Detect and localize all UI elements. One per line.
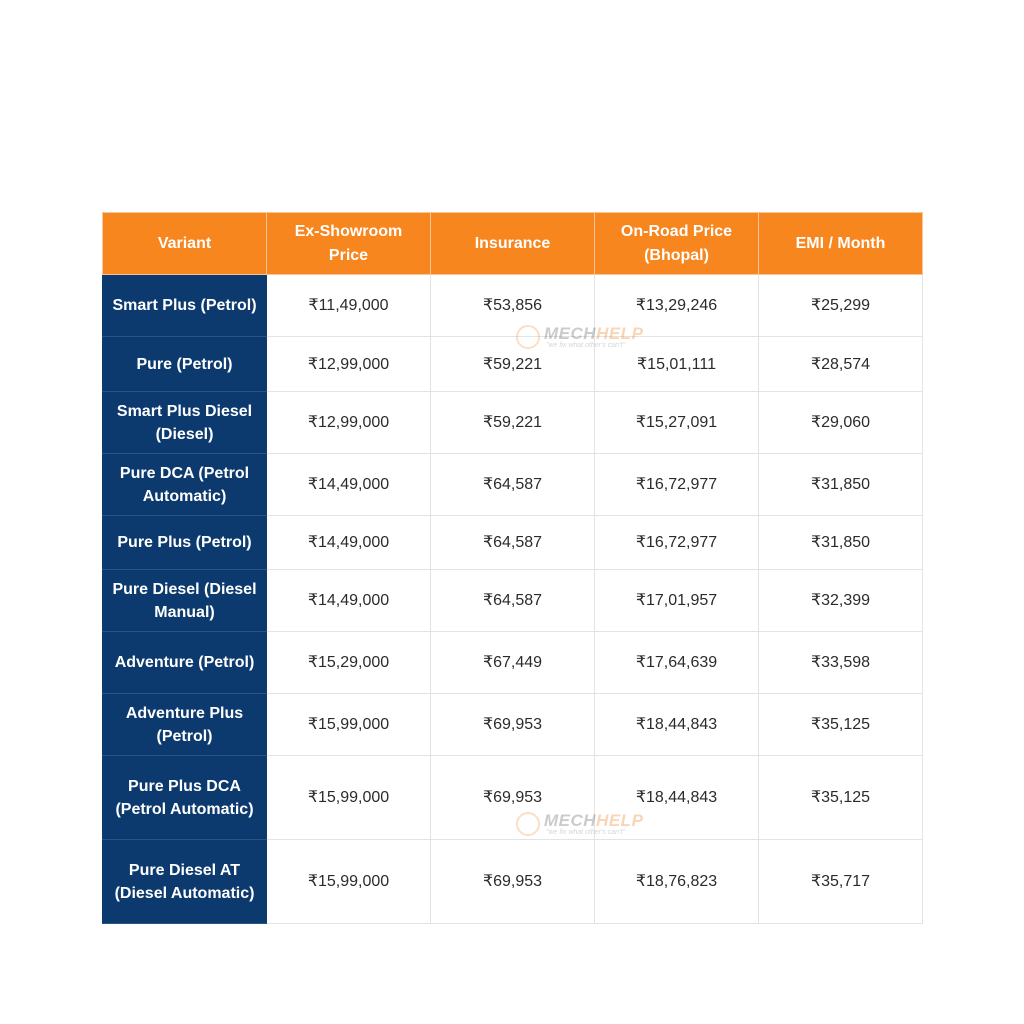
on-road-cell: ₹15,01,111	[595, 337, 759, 392]
table-row	[103, 454, 923, 516]
ex-showroom-cell: ₹15,99,000	[267, 840, 431, 924]
insurance-cell: ₹64,587	[431, 570, 595, 632]
on-road-cell: ₹18,44,843	[595, 756, 759, 840]
ex-showroom-cell: ₹11,49,000	[267, 275, 431, 337]
ex-showroom-cell: ₹14,49,000	[267, 516, 431, 570]
on-road-cell: ₹16,72,977	[595, 454, 759, 516]
variant-cell: Pure Diesel (Diesel Manual)	[103, 570, 267, 632]
watermark-brand: MECHHELP	[544, 811, 644, 830]
table-row	[103, 570, 923, 632]
ex-showroom-cell: ₹15,99,000	[267, 756, 431, 840]
variant-cell: Pure Diesel AT (Diesel Automatic)	[103, 840, 267, 924]
table-row	[103, 694, 923, 756]
header-emi-month: EMI / Month	[759, 213, 923, 275]
on-road-cell: ₹18,44,843	[595, 694, 759, 756]
header-on-road-price: On-Road Price (Bhopal)	[595, 213, 759, 275]
on-road-cell: ₹17,64,639	[595, 632, 759, 694]
header-variant: Variant	[103, 213, 267, 275]
header-ex-showroom-price: Ex-Showroom Price	[267, 213, 431, 275]
table-row	[103, 392, 923, 454]
price-table-container	[102, 212, 922, 924]
on-road-cell: ₹18,76,823	[595, 840, 759, 924]
ex-showroom-cell: ₹14,49,000	[267, 570, 431, 632]
ex-showroom-cell: ₹15,29,000	[267, 632, 431, 694]
ex-showroom-cell: ₹12,99,000	[267, 337, 431, 392]
on-road-cell: ₹15,27,091	[595, 392, 759, 454]
variant-cell: Adventure (Petrol)	[103, 632, 267, 694]
variant-cell: Pure Plus (Petrol)	[103, 516, 267, 570]
variant-cell: Smart Plus Diesel (Diesel)	[103, 392, 267, 454]
table-row	[103, 337, 923, 392]
emi-cell: ₹35,125	[759, 694, 923, 756]
header-row	[103, 213, 923, 275]
ex-showroom-cell: ₹12,99,000	[267, 392, 431, 454]
insurance-cell: ₹64,587	[431, 454, 595, 516]
ex-showroom-cell: ₹14,49,000	[267, 454, 431, 516]
variant-cell: Smart Plus (Petrol)	[103, 275, 267, 337]
table-header	[103, 213, 923, 275]
emi-cell: ₹29,060	[759, 392, 923, 454]
emi-cell: ₹28,574	[759, 337, 923, 392]
table-row	[103, 516, 923, 570]
watermark-tagline: "we fix what other's can't"	[546, 342, 625, 349]
variant-cell: Pure DCA (Petrol Automatic)	[103, 454, 267, 516]
table-row	[103, 275, 923, 337]
emi-cell: ₹35,125	[759, 756, 923, 840]
insurance-cell: ₹59,221	[431, 337, 595, 392]
insurance-cell: ₹69,953	[431, 694, 595, 756]
variant-cell: Pure Plus DCA (Petrol Automatic)	[103, 756, 267, 840]
emi-cell: ₹31,850	[759, 454, 923, 516]
insurance-cell: ₹64,587	[431, 516, 595, 570]
watermark-tagline: "we fix what other's can't"	[546, 829, 625, 836]
emi-cell: ₹25,299	[759, 275, 923, 337]
watermark-brand: MECHHELP	[544, 324, 644, 343]
variant-cell: Pure (Petrol)	[103, 337, 267, 392]
table-body	[103, 275, 923, 924]
price-table	[102, 212, 923, 924]
insurance-cell: ₹67,449	[431, 632, 595, 694]
variant-cell: Adventure Plus (Petrol)	[103, 694, 267, 756]
table-row	[103, 756, 923, 840]
ex-showroom-cell: ₹15,99,000	[267, 694, 431, 756]
insurance-cell: ₹69,953	[431, 756, 595, 840]
on-road-cell: ₹17,01,957	[595, 570, 759, 632]
emi-cell: ₹35,717	[759, 840, 923, 924]
on-road-cell: ₹13,29,246	[595, 275, 759, 337]
emi-cell: ₹33,598	[759, 632, 923, 694]
insurance-cell: ₹69,953	[431, 840, 595, 924]
table-row	[103, 840, 923, 924]
insurance-cell: ₹59,221	[431, 392, 595, 454]
emi-cell: ₹32,399	[759, 570, 923, 632]
on-road-cell: ₹16,72,977	[595, 516, 759, 570]
emi-cell: ₹31,850	[759, 516, 923, 570]
insurance-cell: ₹53,856	[431, 275, 595, 337]
table-row	[103, 632, 923, 694]
header-insurance: Insurance	[431, 213, 595, 275]
